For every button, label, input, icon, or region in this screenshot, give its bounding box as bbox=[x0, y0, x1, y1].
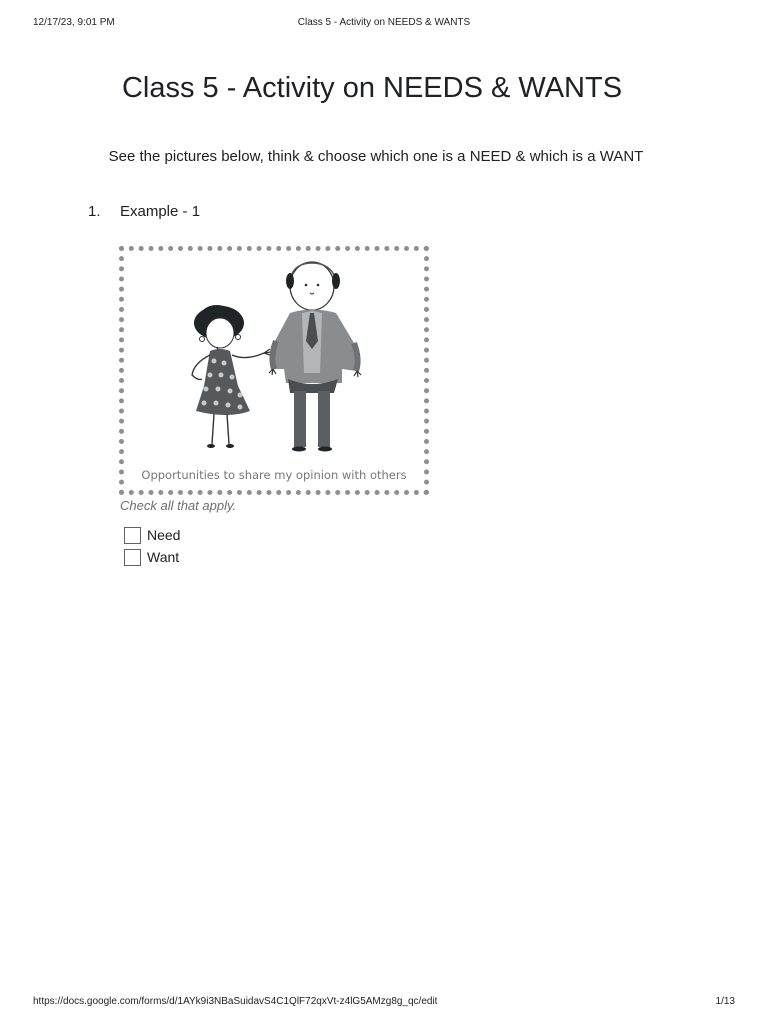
form-description: See the pictures below, think & choose which one is a NEED & which is a WANT bbox=[108, 148, 644, 165]
print-title: Class 5 - Activity on NEEDS & WANTS bbox=[297, 17, 471, 28]
question-title: Example - 1 bbox=[120, 203, 201, 220]
print-date: 12/17/23, 9:01 PM bbox=[33, 17, 115, 28]
print-footer bbox=[0, 996, 768, 1010]
question-image bbox=[119, 246, 429, 495]
illustration-people bbox=[124, 251, 424, 490]
print-url: https://docs.google.com/forms/d/1AYk9i3NBaSuidavS4C1QlF72qxVt-z4lG5AMzg8g_qc/edit bbox=[33, 996, 438, 1007]
man-figure bbox=[269, 262, 361, 452]
page-number: 1/13 bbox=[715, 996, 735, 1007]
print-header bbox=[0, 17, 768, 31]
option-label: Need bbox=[147, 527, 181, 543]
question-hint: Check all that apply. bbox=[120, 498, 237, 513]
want-checkbox[interactable] bbox=[124, 549, 141, 566]
option-label: Want bbox=[147, 549, 180, 565]
question-number: 1. bbox=[88, 203, 101, 220]
form-title: Class 5 - Activity on NEEDS & WANTS bbox=[121, 72, 623, 104]
option-need[interactable] bbox=[124, 526, 180, 544]
option-want[interactable] bbox=[124, 548, 179, 566]
image-caption: Opportunities to share my opinion with others bbox=[141, 468, 407, 482]
need-checkbox[interactable] bbox=[124, 527, 141, 544]
woman-figure bbox=[192, 305, 271, 448]
